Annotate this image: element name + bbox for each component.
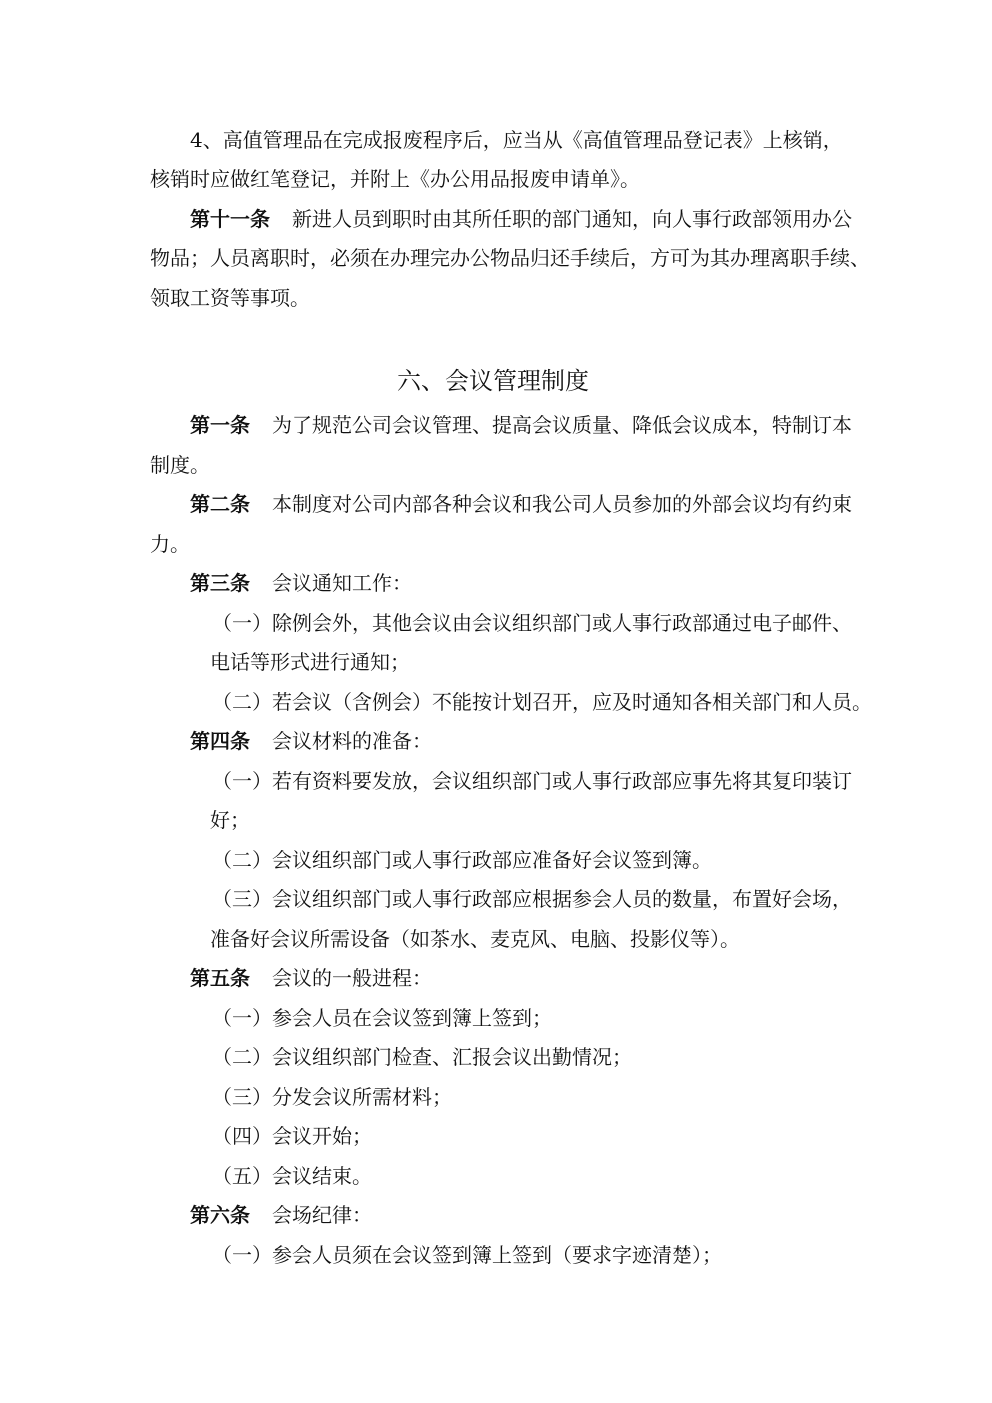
article-label: 第六条 [190, 1203, 250, 1227]
list-item-line: （一）参会人员须在会议签到簿上签到（要求字迹清楚）； [212, 1243, 722, 1267]
article-3-line [190, 571, 412, 595]
article-1-line [190, 413, 852, 437]
list-item-line: 电话等形式进行通知； [210, 650, 410, 674]
paragraph-line: 4、高值管理品在完成报废程序后，应当从《高值管理品登记表》上核销， [190, 128, 843, 152]
list-item-line: 准备好会议所需设备（如茶水、麦克风、电脑、投影仪等）。 [210, 927, 740, 951]
article-4-line [190, 729, 432, 753]
article-6-line [190, 1203, 372, 1227]
article-text: 本制度对公司内部各种会议和我公司人员参加的外部会议均有约束 [272, 492, 852, 516]
list-item-line: （三）会议组织部门或人事行政部应根据参会人员的数量，布置好会场， [212, 887, 852, 911]
paragraph-line: 物品；人员离职时，必须在办理完办公物品归还手续后，方可为其办理离职手续、 [150, 246, 870, 270]
list-item-line: （一）除例会外，其他会议由会议组织部门或人事行政部通过电子邮件、 [212, 611, 852, 635]
article-label: 第四条 [190, 729, 250, 753]
list-item-line: （五）会议结束。 [212, 1164, 372, 1188]
article-label: 第一条 [190, 413, 250, 437]
article-text: 为了规范公司会议管理、提高会议质量、降低会议成本，特制订本 [272, 413, 852, 437]
list-item-line: （二）会议组织部门或人事行政部应准备好会议签到簿。 [212, 848, 712, 872]
article-11-line [190, 207, 852, 231]
article-2-line [190, 492, 852, 516]
list-item-line: （二）若会议（含例会）不能按计划召开，应及时通知各相关部门和人员。 [212, 690, 872, 714]
paragraph-line: 制度。 [150, 453, 210, 477]
article-text: 会议材料的准备： [272, 729, 432, 753]
article-label: 第二条 [190, 492, 250, 516]
paragraph-line: 力。 [150, 532, 190, 556]
list-item-line: （四）会议开始； [212, 1124, 372, 1148]
list-item-line: （二）会议组织部门检查、汇报会议出勤情况； [212, 1045, 632, 1069]
list-item-line: 好； [210, 808, 250, 832]
article-label: 第三条 [190, 571, 250, 595]
list-item-line: （一）参会人员在会议签到簿上签到； [212, 1006, 552, 1030]
article-text: 新进人员到职时由其所任职的部门通知，向人事行政部领用办公 [292, 207, 852, 231]
article-text: 会议通知工作： [272, 571, 412, 595]
list-item-line: （三）分发会议所需材料； [212, 1085, 452, 1109]
article-text: 会议的一般进程： [272, 966, 432, 990]
article-label: 第十一条 [190, 207, 270, 231]
article-label: 第五条 [190, 966, 250, 990]
list-item-line: （一）若有资料要发放，会议组织部门或人事行政部应事先将其复印装订 [212, 769, 852, 793]
section-title: 六、会议管理制度 [397, 367, 589, 395]
article-5-line [190, 966, 432, 990]
article-text: 会场纪律： [272, 1203, 372, 1227]
paragraph-line: 核销时应做红笔登记，并附上《办公用品报废申请单》。 [150, 167, 640, 191]
paragraph-line: 领取工资等事项。 [150, 286, 310, 310]
